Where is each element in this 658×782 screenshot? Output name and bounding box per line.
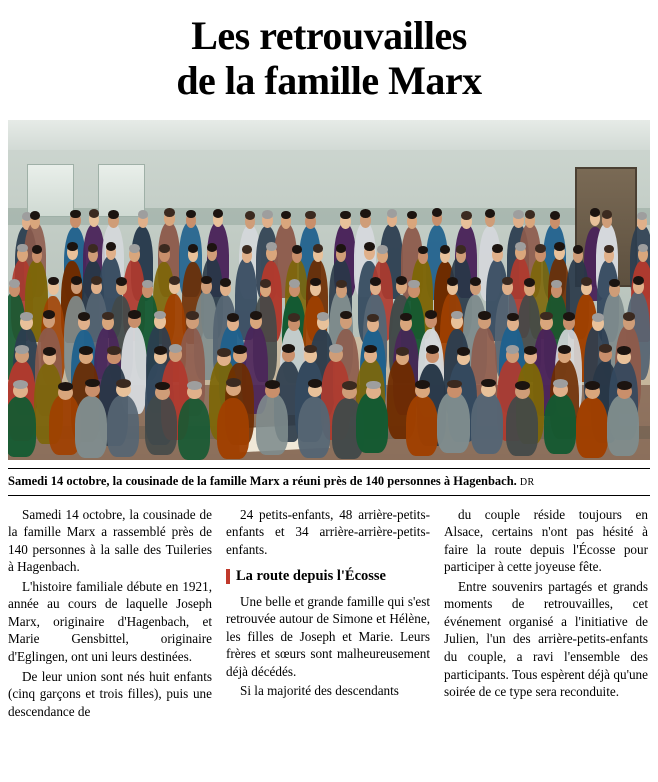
photo-person [471, 392, 503, 453]
headline-line-2: de la famille Marx [176, 57, 482, 103]
photo-person-hair [43, 310, 55, 319]
photo-person [576, 397, 608, 458]
photo-credit: DR [519, 476, 535, 488]
photo-person-hair [43, 347, 56, 356]
photo-person-hair [260, 279, 271, 288]
photo-person [607, 395, 639, 456]
photo-person-hair [507, 313, 519, 322]
photo-person [107, 395, 139, 456]
photo-person-hair [342, 381, 357, 390]
photo-person-hair [32, 245, 42, 254]
photo-person-hair [461, 211, 471, 220]
page-title [8, 14, 650, 104]
photo-person-hair [623, 312, 635, 321]
photo-person-hair [592, 313, 604, 322]
photo-person-hair [408, 280, 419, 289]
photo-person [75, 396, 107, 457]
photo-person-hair [524, 278, 535, 287]
photo-person-hair [188, 244, 198, 253]
photo-person-hair [366, 381, 381, 390]
article-columns [8, 506, 650, 721]
photo-person [8, 396, 36, 457]
photo-person-hair [233, 345, 246, 354]
subhead-marker-icon [226, 569, 230, 584]
photo-person-hair [58, 382, 73, 391]
photo-person-hair [481, 379, 496, 388]
photo-person-hair [396, 347, 409, 356]
photo-person-hair [288, 313, 300, 322]
photo-person-hair [633, 276, 644, 285]
photo-person-hair [67, 242, 77, 251]
photo-person-hair [515, 381, 530, 390]
photo-person-hair [71, 276, 82, 285]
article-column-2 [226, 506, 430, 721]
photo-person-hair [106, 242, 116, 251]
photo-person-hair [305, 211, 315, 220]
photo-person-hair [470, 277, 481, 286]
photo-person-hair [360, 209, 370, 218]
photo-person-hair [213, 209, 223, 218]
photo-person-hair [79, 346, 92, 355]
paragraph: Si la majorité des descendants [240, 683, 399, 699]
photo-person-hair [377, 245, 387, 254]
photo-person-hair [513, 210, 523, 219]
photo-person-hair [540, 312, 552, 321]
photo-person [145, 394, 177, 455]
subhead-label: La route depuis l'Écosse [236, 568, 386, 585]
photo-person-hair [227, 313, 239, 322]
paragraph: L'histoire familiale débute en 1921, année au cours de laquelle Joseph Marx, originaire d'Hagenbach, et Marie Gensbittel, originaire d'Eglingen, ont uni leurs destinées. [8, 578, 212, 664]
photo-person-hair [108, 210, 118, 219]
photo-person [506, 395, 538, 456]
photo-crowd [8, 120, 650, 460]
photo-person-hair [456, 245, 466, 254]
photo-person-hair [220, 278, 231, 287]
photo-person-hair [20, 312, 32, 321]
photo-caption [8, 468, 650, 489]
photo-person-hair [599, 344, 612, 353]
photo-person-hair [85, 379, 100, 388]
photo-person [178, 398, 210, 459]
photo-person [298, 397, 330, 458]
photo-person-hair [492, 244, 502, 253]
article-column-3 [444, 506, 648, 721]
paragraph: Entre souvenirs partagés et grands moments de retrouvailles, cet événement organisé a l'initiative de Julien, l'un des arrière-petits-enfants du couple, a ravi l'ensemble des participants. Tous espèrent déjà qu'une soirée de ce type sera reconduite. [444, 578, 648, 700]
photo-person [356, 392, 388, 453]
article-column-1 [8, 506, 212, 721]
paragraph: du couple réside toujours en Alsace, certains n'ont pas hésité à faire la route depuis l'Écosse pour participer à cette joyeuse fête. [444, 506, 648, 575]
photo-person-hair [289, 279, 300, 288]
photo-person-hair [242, 245, 252, 254]
photo-person-hair [364, 242, 374, 251]
photo-person-hair [447, 380, 462, 389]
photo-person-hair [138, 210, 148, 219]
photo-person-hair [217, 348, 230, 357]
photo-person [406, 395, 438, 456]
photo-person-hair [340, 211, 350, 220]
photo-person-hair [154, 346, 167, 355]
photo-person-hair [207, 243, 217, 252]
caption-rule [8, 495, 650, 496]
photo-person-hair [336, 280, 347, 289]
group-photo [8, 120, 650, 460]
photo-person-hair [70, 210, 80, 219]
photo-person-hair [617, 381, 632, 390]
paragraph: 24 petits-enfants, 48 arrière-petits-enfants et 34 arrière-arrière-petits-enfants. [226, 506, 430, 557]
photo-person-hair [250, 311, 262, 320]
section-subheading [226, 567, 430, 586]
photo-person-hair [155, 382, 170, 391]
photo-person-hair [159, 244, 169, 253]
paragraph: Samedi 14 octobre, la cousinade de la famille Marx a rassemblé près de 140 personnes à la salle des Tuileries à Hagenbach. [8, 506, 212, 575]
photo-person-hair [524, 346, 537, 355]
photo-person [256, 393, 288, 454]
photo-person-hair [164, 208, 174, 217]
photo-person-hair [15, 345, 28, 354]
photo-person [544, 393, 576, 454]
headline-line-1: Les retrouvailles [191, 13, 467, 58]
photo-person-hair [265, 380, 280, 389]
article-page [0, 14, 658, 782]
photo-person-hair [396, 276, 407, 285]
photo-person-hair [478, 311, 490, 320]
photo-person [437, 392, 469, 453]
paragraph: Une belle et grande famille qui s'est retrouvée autour de Simone et Hélène, les filles de Joseph et Marie. Leurs frères et sœurs sont malheureusement déjà décédés. [226, 593, 430, 679]
photo-person-hair [116, 277, 127, 286]
photo-person [217, 398, 249, 459]
photo-person-hair [262, 210, 272, 219]
photo-person-hair [186, 311, 198, 320]
photo-person-hair [535, 244, 545, 253]
photo-person-hair [169, 276, 180, 285]
photo-person-hair [554, 242, 564, 251]
paragraph: De leur union sont nés huit enfants (cinq garçons et trois filles), puis une descendance de [8, 668, 212, 719]
photo-person-hair [116, 379, 131, 388]
photo-caption-text: Samedi 14 octobre, la cousinade de la famille Marx a réuni près de 140 personnes à Hagenbach. [8, 473, 517, 488]
photo-person-hair [129, 244, 139, 253]
photo-person-hair [17, 244, 27, 253]
photo-person-hair [317, 312, 329, 321]
photo-person-hair [128, 310, 140, 319]
photo-person-hair [515, 242, 525, 251]
photo-person-hair [447, 277, 458, 286]
